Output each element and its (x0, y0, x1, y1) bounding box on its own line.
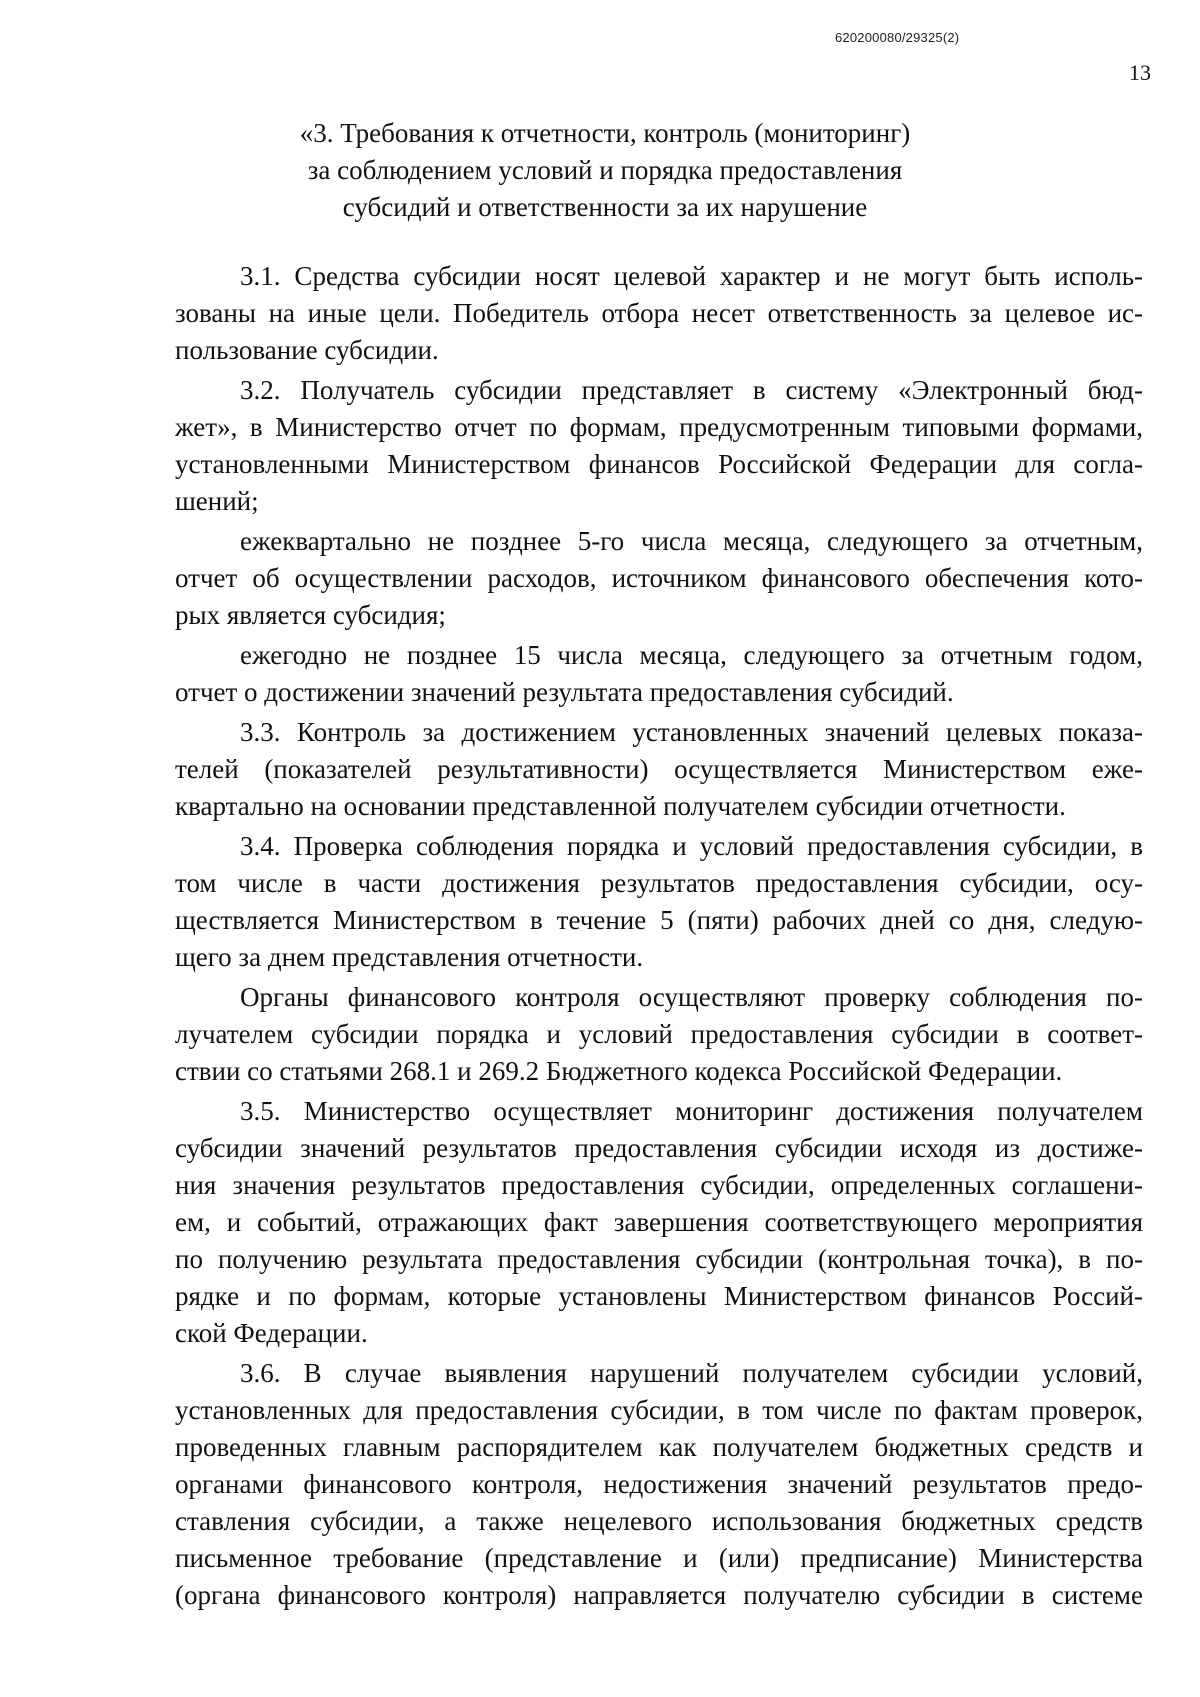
paragraph-line: ежеквартально не позднее 5-го числа месяца, следующего за отчетным, (240, 526, 1143, 556)
paragraph-line: пользование субсидии. (175, 335, 439, 365)
paragraph (175, 523, 1143, 634)
paragraph (175, 637, 1143, 711)
paragraph-line: установленными Министерством финансов Российской Федерации для согла- (175, 449, 1143, 479)
paragraph-line: письменное требование (представление и (или) предписание) Министерства (175, 1543, 1143, 1573)
paragraph-line: ставления субсидии, а также нецелевого использования бюджетных средств (175, 1506, 1143, 1536)
paragraph-line: проведенных главным распорядителем как получателем бюджетных средств и (175, 1432, 1143, 1462)
heading-line: за соблюдением условий и порядка предоставления (307, 155, 903, 185)
paragraph-line: ской Федерации. (175, 1318, 368, 1348)
paragraph-line: жет», в Министерство отчет по формам, предусмотренным типовыми формами, (175, 412, 1143, 442)
paragraph-line: 3.3. Контроль за достижением установленных значений целевых показа- (240, 717, 1143, 747)
paragraph-line: субсидии значений результатов предоставления субсидии исходя из достиже- (175, 1133, 1143, 1163)
paragraph (175, 979, 1143, 1090)
paragraph-line: 3.6. В случае выявления нарушений получателем субсидии условий, (240, 1358, 1143, 1388)
paragraph-line: по получению результата предоставления субсидии (контрольная точка), в по- (175, 1244, 1143, 1274)
paragraph (175, 828, 1143, 976)
paragraph-line: квартально на основании представленной получателем субсидии отчетности. (175, 791, 1066, 821)
paragraph-line: отчет о достижении значений результата предоставления субсидий. (175, 677, 954, 707)
page-number: 13 (1129, 60, 1151, 85)
paragraph-line: ществляется Министерством в течение 5 (пяти) рабочих дней со дня, следую- (175, 905, 1143, 935)
paragraph-line: 3.5. Министерство осуществляет мониторинг достижения получателем (240, 1096, 1143, 1126)
paragraph-line: (органа финансового контроля) направляется получателю субсидии в системе (175, 1580, 1143, 1610)
document-id: 620200080/29325(2) (835, 30, 960, 45)
paragraph-line: лучателем субсидии порядка и условий предоставления субсидии в соответ- (175, 1019, 1143, 1049)
paragraph-line: рядке и по формам, которые установлены Министерством финансов Россий- (175, 1281, 1143, 1311)
paragraph-line: 3.2. Получатель субсидии представляет в систему «Электронный бюд- (240, 375, 1143, 405)
paragraph-line: шений; (175, 486, 259, 516)
paragraph-line: телей (показателей результативности) осуществляется Министерством еже- (175, 754, 1143, 784)
paragraph (175, 714, 1143, 825)
paragraph-line: щего за днем представления отчетности. (175, 942, 644, 972)
paragraph-line: рых является субсидия; (175, 600, 446, 630)
paragraph-line: 3.1. Средства субсидии носят целевой характер и не могут быть исполь- (240, 261, 1143, 291)
document-body (175, 258, 1143, 1617)
heading-line: «3. Требования к отчетности, контроль (мониторинг) (299, 118, 911, 148)
paragraph (175, 258, 1143, 369)
paragraph (175, 1093, 1143, 1352)
section-heading (180, 115, 1030, 226)
paragraph (175, 1355, 1143, 1614)
paragraph-line: 3.4. Проверка соблюдения порядка и условий предоставления субсидии, в (240, 831, 1143, 861)
paragraph-line: ния значения результатов предоставления субсидии, определенных соглашени- (175, 1170, 1143, 1200)
paragraph-line: ем, и событий, отражающих факт завершения соответствующего мероприятия (175, 1207, 1143, 1237)
paragraph-line: органами финансового контроля, недостижения значений результатов предо- (175, 1469, 1143, 1499)
paragraph-line: ежегодно не позднее 15 числа месяца, следующего за отчетным годом, (240, 640, 1143, 670)
heading-line: субсидий и ответственности за их нарушение (342, 192, 868, 222)
paragraph (175, 372, 1143, 520)
paragraph-line: установленных для предоставления субсидии, в том числе по фактам проверок, (175, 1395, 1143, 1425)
paragraph-line: Органы финансового контроля осуществляют проверку соблюдения по- (240, 982, 1143, 1012)
paragraph-line: том числе в части достижения результатов предоставления субсидии, осу- (175, 868, 1143, 898)
paragraph-line: зованы на иные цели. Победитель отбора несет ответственность за целевое ис- (175, 298, 1143, 328)
paragraph-line: ствии со статьями 268.1 и 269.2 Бюджетного кодекса Российской Федерации. (175, 1056, 1063, 1086)
paragraph-line: отчет об осуществлении расходов, источником финансового обеспечения кото- (175, 563, 1143, 593)
